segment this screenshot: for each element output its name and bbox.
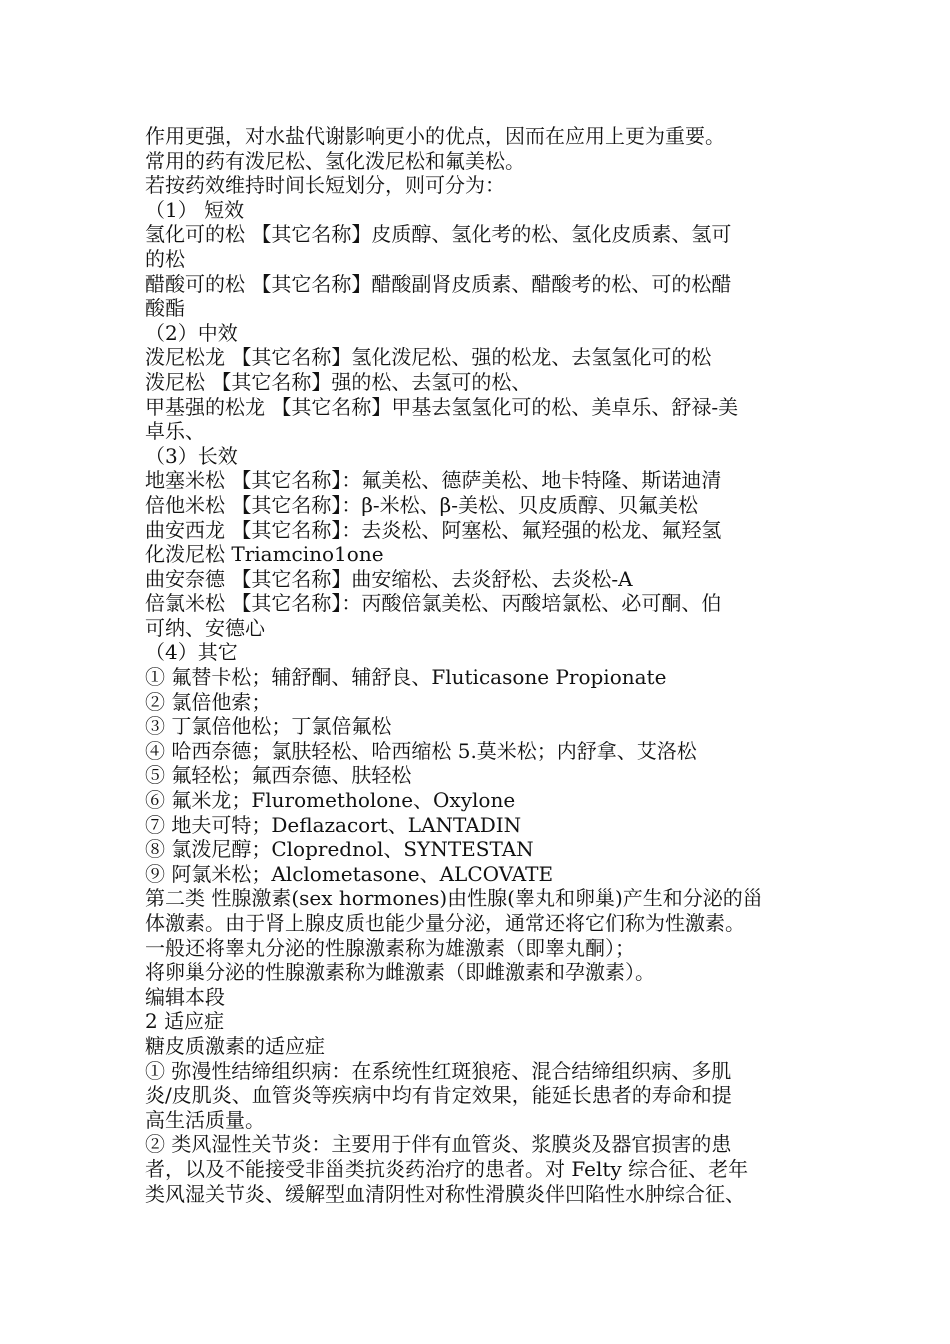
- text-line: 作用更强，对水盐代谢影响更小的优点，因而在应用上更为重要。: [145, 124, 725, 148]
- text-line: ⑨ 阿氯米松；Alclometasone、ALCOVATE: [145, 861, 554, 886]
- text-line: ② 类风湿性关节炎：主要用于伴有血管炎、浆膜炎及器官损害的患: [145, 1132, 732, 1157]
- document-body: [145, 124, 825, 1206]
- text-line: 2 适应症: [145, 1009, 225, 1034]
- text-line: ① 弥漫性结缔组织病：在系统性红斑狼疮、混合结缔组织病、多肌: [145, 1058, 732, 1083]
- text-line: 糖皮质激素的适应症: [145, 1033, 325, 1058]
- text-line: 甲基强的松龙 【其它名称】甲基去氢氢化可的松、美卓乐、舒禄-美: [145, 394, 739, 419]
- text-line: （1） 短效: [145, 197, 245, 222]
- text-line: 第二类 性腺激素(sex hormones)由性腺(睾丸和卵巢)产生和分泌的甾: [145, 886, 763, 911]
- text-line: 常用的药有泼尼松、氢化泼尼松和氟美松。: [145, 148, 525, 173]
- text-line: 可纳、安德心: [145, 615, 265, 640]
- text-line: 醋酸可的松 【其它名称】醋酸副肾皮质素、醋酸考的松、可的松醋: [145, 271, 732, 296]
- text-line: 泼尼松 【其它名称】强的松、去氢可的松、: [145, 369, 532, 394]
- text-line: 氢化可的松 【其它名称】皮质醇、氢化考的松、氢化皮质素、氢可: [145, 222, 732, 247]
- text-line: 炎/皮肌炎、血管炎等疾病中均有肯定效果，能延长患者的寿命和提: [145, 1083, 732, 1108]
- text-line: 泼尼松龙 【其它名称】氢化泼尼松、强的松龙、去氢氢化可的松: [145, 345, 712, 370]
- text-line: 卓乐、: [145, 419, 205, 444]
- text-line: 高生活质量。: [145, 1107, 265, 1132]
- text-line: 体激素。由于肾上腺皮质也能少量分泌，通常还将它们称为性激素。: [145, 911, 745, 935]
- text-line: 编辑本段: [145, 984, 225, 1009]
- text-line: 者，以及不能接受非甾类抗炎药治疗的患者。对 Felty 综合征、老年: [145, 1156, 749, 1181]
- text-line: ③ 丁氯倍他松；丁氯倍氟松: [145, 714, 392, 739]
- text-line: （4）其它: [145, 640, 238, 665]
- text-line: 酸酯: [145, 296, 185, 321]
- text-line: ① 氟替卡松；辅舒酮、辅舒良、Fluticasone Propionate: [145, 665, 667, 690]
- text-line: 若按药效维持时间长短划分，则可分为：: [145, 173, 505, 198]
- text-line: 将卵巢分泌的性腺激素称为雌激素（即雌激素和孕激素）。: [145, 960, 655, 985]
- text-line: ⑧ 氯泼尼醇；Cloprednol、SYNTESTAN: [145, 837, 534, 862]
- text-line: 倍氯米松 【其它名称】：丙酸倍氯美松、丙酸培氯松、必可酮、伯: [145, 591, 722, 616]
- text-line: 的松: [145, 246, 185, 271]
- text-line: 曲安奈德 【其它名称】曲安缩松、去炎舒松、去炎松-A: [145, 566, 633, 591]
- text-line: ⑦ 地夫可特；Deflazacort、LANTADIN: [145, 812, 522, 837]
- text-line: ④ 哈西奈德；氯肤轻松、哈西缩松 5.莫米松；内舒拿、艾洛松: [145, 738, 697, 763]
- text-line: （3）长效: [145, 443, 238, 468]
- text-line: （2）中效: [145, 320, 238, 345]
- text-line: 类风湿关节炎、缓解型血清阴性对称性滑膜炎伴凹陷性水肿综合征、: [145, 1181, 745, 1206]
- text-line: 倍他米松 【其它名称】：β-米松、β-美松、贝皮质醇、贝氟美松: [145, 492, 698, 517]
- text-line: ② 氯倍他索；: [145, 689, 272, 714]
- text-line: ⑤ 氟轻松；氟西奈德、肤轻松: [145, 763, 412, 788]
- text-line: 化泼尼松 Triamcino1one: [145, 542, 384, 567]
- text-line: 地塞米松 【其它名称】：氟美松、德萨美松、地卡特隆、斯诺迪清: [145, 468, 722, 493]
- text-line: 一般还将睾丸分泌的性腺激素称为雄激素（即睾丸酮）；: [145, 935, 635, 960]
- text-line: 曲安西龙 【其它名称】：去炎松、阿塞松、氟羟强的松龙、氟羟氢: [145, 517, 722, 542]
- text-line: ⑥ 氟米龙；Flurometholone、Oxylone: [145, 788, 516, 813]
